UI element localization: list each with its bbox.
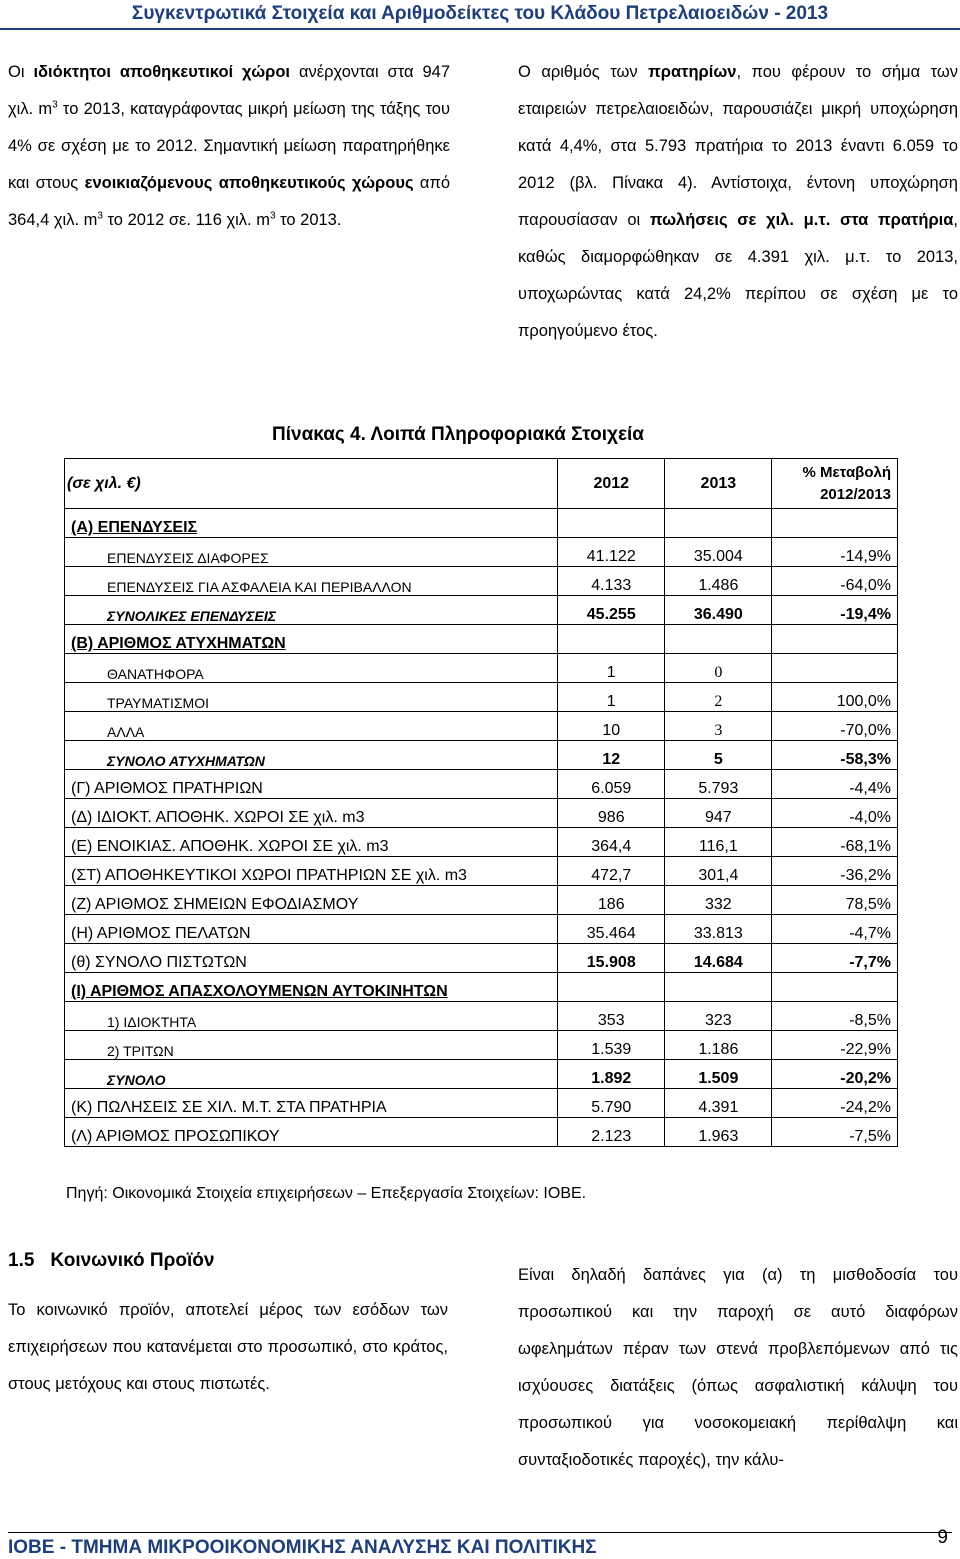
value-2012: 15.908: [558, 944, 665, 973]
row-label: ΣΥΝΟΛΙΚΕΣ ΕΠΕΝΔΥΣΕΙΣ: [65, 596, 558, 625]
row-label: ΕΠΕΝΔΥΣΕΙΣ ΓΙΑ ΑΣΦΑΛΕΙΑ ΚΑΙ ΠΕΡΙΒΑΛΛΟΝ: [65, 567, 558, 596]
section-number: 1.5: [8, 1250, 35, 1271]
value-2013: 5: [665, 741, 772, 770]
table-row: [65, 538, 898, 567]
value-2012: 4.133: [558, 567, 665, 596]
row-label: 1) ΙΔΙΟΚΤΗΤΑ: [65, 1002, 558, 1031]
row-label: ΤΡΑΥΜΑΤΙΣΜΟΙ: [65, 683, 558, 712]
col-header-2012: 2012: [558, 459, 665, 509]
value-2013: 33.813: [665, 915, 772, 944]
value-2013: [665, 625, 772, 654]
row-label: ΣΥΝΟΛΟ: [65, 1060, 558, 1089]
value-2012: 986: [558, 799, 665, 828]
value-2013: 3: [665, 712, 772, 741]
value-pct: -70,0%: [772, 712, 898, 741]
table-row: [65, 973, 898, 1002]
value-2012: 12: [558, 741, 665, 770]
value-2013: 14.684: [665, 944, 772, 973]
value-2012: 41.122: [558, 538, 665, 567]
value-pct: -68,1%: [772, 828, 898, 857]
table-row: [65, 944, 898, 973]
value-2013: 1.963: [665, 1118, 772, 1147]
value-2012: 6.059: [558, 770, 665, 799]
value-pct: -4,0%: [772, 799, 898, 828]
value-2012: [558, 625, 665, 654]
value-2013: 4.391: [665, 1089, 772, 1118]
table-row: [65, 857, 898, 886]
table-row: [65, 741, 898, 770]
value-2012: 45.255: [558, 596, 665, 625]
value-2013: 323: [665, 1002, 772, 1031]
value-pct: -36,2%: [772, 857, 898, 886]
page-number: 9: [937, 1527, 948, 1548]
value-pct: [772, 625, 898, 654]
table-row: [65, 1002, 898, 1031]
value-pct: -7,7%: [772, 944, 898, 973]
value-2012: 186: [558, 886, 665, 915]
section-left-text: Το κοινωνικό προϊόν, αποτελεί μέρος των εσόδων των επιχειρήσεων που κατανέμεται στο προσωπικό, στο κράτος, στους μετόχους και στους πιστωτές.: [8, 1301, 448, 1393]
row-label: (Η) ΑΡΙΘΜΟΣ ΠΕΛΑΤΩΝ: [65, 915, 558, 944]
row-label: (Ζ) ΑΡΙΘΜΟΣ ΣΗΜΕΙΩΝ ΕΦΟΔΙΑΣΜΟΥ: [65, 886, 558, 915]
value-pct: -8,5%: [772, 1002, 898, 1031]
table-row: [65, 886, 898, 915]
value-2013: 2: [665, 683, 772, 712]
value-2012: 2.123: [558, 1118, 665, 1147]
value-pct: -14,9%: [772, 538, 898, 567]
value-2013: 35.004: [665, 538, 772, 567]
row-label: (Λ) ΑΡΙΘΜΟΣ ΠΡΟΣΩΠΙΚΟΥ: [65, 1118, 558, 1147]
value-2012: 353: [558, 1002, 665, 1031]
value-pct: -4,4%: [772, 770, 898, 799]
table-row: [65, 625, 898, 654]
value-pct: -24,2%: [772, 1089, 898, 1118]
value-2013: [665, 973, 772, 1002]
value-pct: -64,0%: [772, 567, 898, 596]
value-2013: 1.509: [665, 1060, 772, 1089]
value-2012: [558, 509, 665, 538]
row-label: ΘΑΝΑΤΗΦΟΡΑ: [65, 654, 558, 683]
value-2012: 35.464: [558, 915, 665, 944]
value-2013: 301,4: [665, 857, 772, 886]
table-row: [65, 799, 898, 828]
row-label: (Γ) ΑΡΙΘΜΟΣ ΠΡΑΤΗΡΙΩΝ: [65, 770, 558, 799]
table-row: [65, 567, 898, 596]
page-footer: [8, 1527, 952, 1559]
value-2012: 1.539: [558, 1031, 665, 1060]
value-2013: 1.486: [665, 567, 772, 596]
value-2012: 472,7: [558, 857, 665, 886]
table-row: [65, 654, 898, 683]
left-paragraph: Οι ιδιόκτητοι αποθηκευτικοί χώροι ανέρχονται στα 947 χιλ. $m^3$ το 2013, καταγράφοντας μικρή μείωση της τάξης του 4% σε σχέση με το 2012. Σημαντική μείωση παρατηρήθηκε και στους ενοικιαζόμενους αποθηκευτικούς χώρους από 364,4 χιλ. $m^3$ το 2012 σε. 116 χιλ. $m^3$ το 2013.: [8, 63, 450, 229]
section-right-text: Είναι δηλαδή δαπάνες για (α) τη μισθοδοσία του προσωπικού και την παροχή σε αυτό διαφόρων ωφελημάτων πέραν των στενά προβλεπόμενων από τις ισχύουσες διατάξεις (όπως ασφαλιστική κάλυψη του προσωπικού για νοσοκομειακή περίθαλψη και συνταξιοδοτικές παροχές), την κάλυ-: [518, 1266, 958, 1469]
value-2012: 364,4: [558, 828, 665, 857]
row-label: (Ι) ΑΡΙΘΜΟΣ ΑΠΑΣΧΟΛΟΥΜΕΝΩΝ ΑΥΤΟΚΙΝΗΤΩΝ: [65, 973, 558, 1002]
data-table: [64, 458, 898, 1147]
right-paragraph: Ο αριθμός των πρατηρίων, που φέρουν το σήμα των εταιρειών πετρελαιοειδών, παρουσιάζει μικρή υποχώρηση κατά 4,4%, στα 5.793 πρατήρια το 2013 έναντι 6.059 το 2012 (βλ. Πίνακα 4). Αντίστοιχα, έντονη υποχώρηση παρουσίασαν οι πωλήσεις σε χιλ. μ.τ. στα πρατήρια, καθώς διαμορφώθηκαν σε 4.391 χιλ. μ.τ. το 2013, υποχωρώντας κατά 24,2% περίπου σε σχέση με το προηγούμενο έτος.: [518, 63, 959, 340]
table-row: [65, 509, 898, 538]
value-2013: 5.793: [665, 770, 772, 799]
col-header-2013: 2013: [665, 459, 772, 509]
running-header: [0, 0, 960, 30]
row-label: (ΣΤ) ΑΠΟΘΗΚΕΥΤΙΚΟΙ ΧΩΡΟΙ ΠΡΑΤΗΡΙΩΝ ΣΕ χιλ. m3: [65, 857, 558, 886]
value-2013: 116,1: [665, 828, 772, 857]
value-2013: 1.186: [665, 1031, 772, 1060]
value-pct: 100,0%: [772, 683, 898, 712]
value-2013: 0: [665, 654, 772, 683]
table-row: [65, 1118, 898, 1147]
table-row: [65, 596, 898, 625]
value-pct: 78,5%: [772, 886, 898, 915]
table-header-row: [65, 459, 898, 509]
table-row: [65, 712, 898, 741]
value-2012: 1: [558, 683, 665, 712]
row-label: (Ε) ΕΝΟΙΚΙΑΣ. ΑΠΟΘΗΚ. ΧΩΡΟΙ ΣΕ χιλ. m3: [65, 828, 558, 857]
row-label: ΑΛΛΑ: [65, 712, 558, 741]
table-row: [65, 683, 898, 712]
value-pct: -7,5%: [772, 1118, 898, 1147]
row-label: (Δ) ΙΔΙΟΚΤ. ΑΠΟΘΗΚ. ΧΩΡΟΙ ΣΕ χιλ. m3: [65, 799, 558, 828]
row-label: 2) ΤΡΙΤΩΝ: [65, 1031, 558, 1060]
value-2012: 5.790: [558, 1089, 665, 1118]
table-row: [65, 1060, 898, 1089]
value-pct: -19,4%: [772, 596, 898, 625]
value-2012: [558, 973, 665, 1002]
row-label: (Κ) ΠΩΛΗΣΕΙΣ ΣΕ ΧΙΛ. Μ.Τ. ΣΤΑ ΠΡΑΤΗΡΙΑ: [65, 1089, 558, 1118]
value-pct: -20,2%: [772, 1060, 898, 1089]
table-row: [65, 770, 898, 799]
value-2013: 36.490: [665, 596, 772, 625]
table-source: Πηγή: Οικονομικά Στοιχεία επιχειρήσεων – Επεξεργασία Στοιχείων: ΙΟΒΕ.: [66, 1185, 587, 1202]
value-pct: [772, 509, 898, 538]
value-pct: -22,9%: [772, 1031, 898, 1060]
section-heading: [8, 1250, 214, 1272]
value-2013: 947: [665, 799, 772, 828]
value-pct: [772, 973, 898, 1002]
col-header-pct: % Μεταβολή 2012/2013: [772, 459, 898, 509]
unit-label: (σε χιλ. €): [65, 459, 558, 509]
value-pct: -58,3%: [772, 741, 898, 770]
row-label: (Β) ΑΡΙΘΜΟΣ ΑΤΥΧΗΜΑΤΩΝ: [65, 625, 558, 654]
value-2012: 1.892: [558, 1060, 665, 1089]
table-title: Πίνακας 4. Λοιπά Πληροφοριακά Στοιχεία: [272, 424, 644, 445]
value-2013: 332: [665, 886, 772, 915]
value-2012: 1: [558, 654, 665, 683]
table-row: [65, 1031, 898, 1060]
value-2012: 10: [558, 712, 665, 741]
table-row: [65, 1089, 898, 1118]
table-row: [65, 828, 898, 857]
footer-text: ΙΟΒΕ - ΤΜΗΜΑ ΜΙΚΡΟΟΙΚΟΝΟΜΙΚΗΣ ΑΝΑΛΥΣΗΣ ΚΑΙ ΠΟΛΙΤΙΚΗΣ: [8, 1537, 597, 1558]
row-label: (Α) ΕΠΕΝΔΥΣΕΙΣ: [65, 509, 558, 538]
value-pct: [772, 654, 898, 683]
row-label: (θ) ΣΥΝΟΛΟ ΠΙΣΤΩΤΩΝ: [65, 944, 558, 973]
running-header-title: Συγκεντρωτικά Στοιχεία και Αριθμοδείκτες του Κλάδου Πετρελαιοειδών - 2013: [131, 3, 829, 24]
row-label: ΕΠΕΝΔΥΣΕΙΣ ΔΙΑΦΟΡΕΣ: [65, 538, 558, 567]
table-row: [65, 915, 898, 944]
row-label: ΣΥΝΟΛΟ ΑΤΥΧΗΜΑΤΩΝ: [65, 741, 558, 770]
section-title: Κοινωνικό Προϊόν: [50, 1250, 215, 1271]
value-2013: [665, 509, 772, 538]
value-pct: -4,7%: [772, 915, 898, 944]
